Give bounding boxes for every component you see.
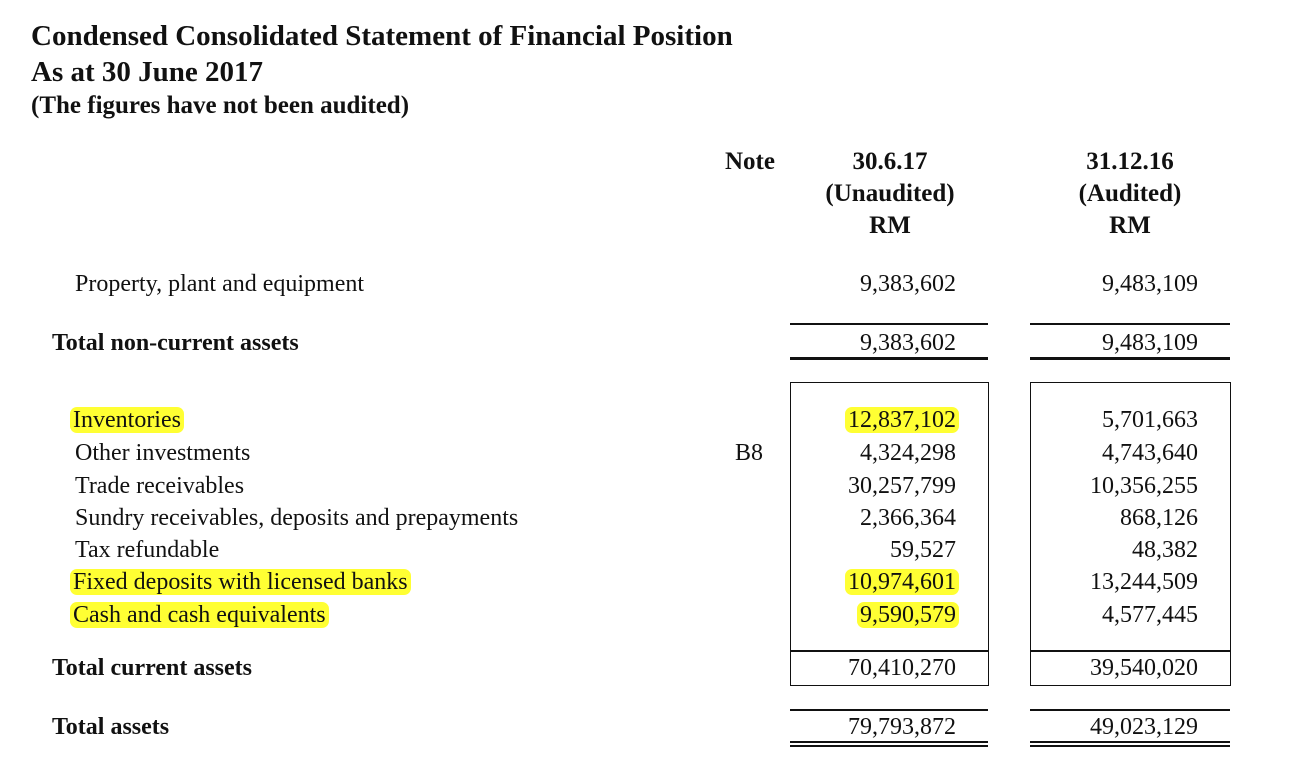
row-label-other-investments: Other investments [75, 440, 251, 466]
row-label-tax-refundable: Tax refundable [75, 537, 220, 563]
statement-date: As at 30 June 2017 [31, 56, 264, 88]
inventories-current-value [790, 405, 959, 435]
ppe-prior-value: 9,483,109 [1102, 271, 1198, 297]
tax-refundable-current-value: 59,527 [890, 537, 956, 563]
total-assets-top-rule [790, 709, 988, 711]
total-assets-top-rule [1030, 709, 1230, 711]
cash-equivalents-current-value [790, 600, 959, 630]
other-investments-prior-value: 4,743,640 [1102, 440, 1198, 466]
highlight-marker: 12,837,102 [845, 407, 959, 433]
row-label-inventories [70, 405, 184, 435]
current-period-unit: RM [869, 212, 911, 239]
tax-refundable-prior-value: 48,382 [1132, 537, 1198, 563]
audit-notice: (The figures have not been audited) [31, 92, 410, 119]
trade-receivables-prior-value: 10,356,255 [1090, 473, 1198, 499]
row-label-total-non-current-assets: Total non-current assets [52, 330, 299, 356]
prior-period-status: (Audited) [1078, 180, 1182, 207]
current-assets-total-rule [790, 650, 989, 652]
subtotal-top-rule [790, 323, 988, 325]
highlight-marker: 10,974,601 [845, 569, 959, 595]
fixed-deposits-current-value [790, 567, 959, 597]
row-label-total-current-assets: Total current assets [52, 655, 252, 681]
note-column-header: Note [725, 148, 775, 175]
total-non-current-current-value: 9,383,602 [860, 330, 956, 356]
row-label-cash-equivalents [70, 600, 329, 630]
highlight-marker: Cash and cash equivalents [70, 602, 329, 628]
highlight-marker: 9,590,579 [857, 602, 959, 628]
row-label-trade-receivables: Trade receivables [75, 473, 245, 499]
other-investments-note: B8 [735, 440, 764, 466]
ppe-current-value: 9,383,602 [860, 271, 956, 297]
subtotal-bottom-rule [790, 357, 988, 360]
row-label-ppe: Property, plant and equipment [75, 271, 365, 297]
sundry-receivables-prior-value: 868,126 [1120, 505, 1198, 531]
total-assets-double-rule-lower [790, 745, 988, 747]
inventories-prior-value: 5,701,663 [1102, 407, 1198, 433]
total-assets-double-rule-lower [1030, 745, 1230, 747]
cash-equivalents-prior-value: 4,577,445 [1102, 602, 1198, 628]
subtotal-bottom-rule [1030, 357, 1230, 360]
trade-receivables-current-value: 30,257,799 [848, 473, 956, 499]
total-assets-current-value: 79,793,872 [848, 714, 956, 740]
total-assets-double-rule-upper [1030, 741, 1230, 743]
current-period-date: 30.6.17 [852, 148, 928, 175]
current-period-status: (Unaudited) [825, 180, 955, 207]
total-non-current-prior-value: 9,483,109 [1102, 330, 1198, 356]
fixed-deposits-prior-value: 13,244,509 [1090, 569, 1198, 595]
highlight-marker: Fixed deposits with licensed banks [70, 569, 411, 595]
total-current-assets-prior-value: 39,540,020 [1090, 655, 1198, 681]
subtotal-top-rule [1030, 323, 1230, 325]
row-label-fixed-deposits [70, 567, 411, 597]
row-label-sundry-receivables: Sundry receivables, deposits and prepayments [75, 505, 519, 531]
total-current-assets-current-value: 70,410,270 [848, 655, 956, 681]
sundry-receivables-current-value: 2,366,364 [860, 505, 956, 531]
row-label-total-assets: Total assets [52, 714, 170, 740]
total-assets-prior-value: 49,023,129 [1090, 714, 1198, 740]
statement-title: Condensed Consolidated Statement of Financial Position [31, 20, 733, 52]
prior-period-date: 31.12.16 [1086, 148, 1174, 175]
prior-period-unit: RM [1109, 212, 1151, 239]
highlight-marker: Inventories [70, 407, 184, 433]
current-assets-total-rule [1030, 650, 1231, 652]
total-assets-double-rule-upper [790, 741, 988, 743]
other-investments-current-value: 4,324,298 [860, 440, 956, 466]
